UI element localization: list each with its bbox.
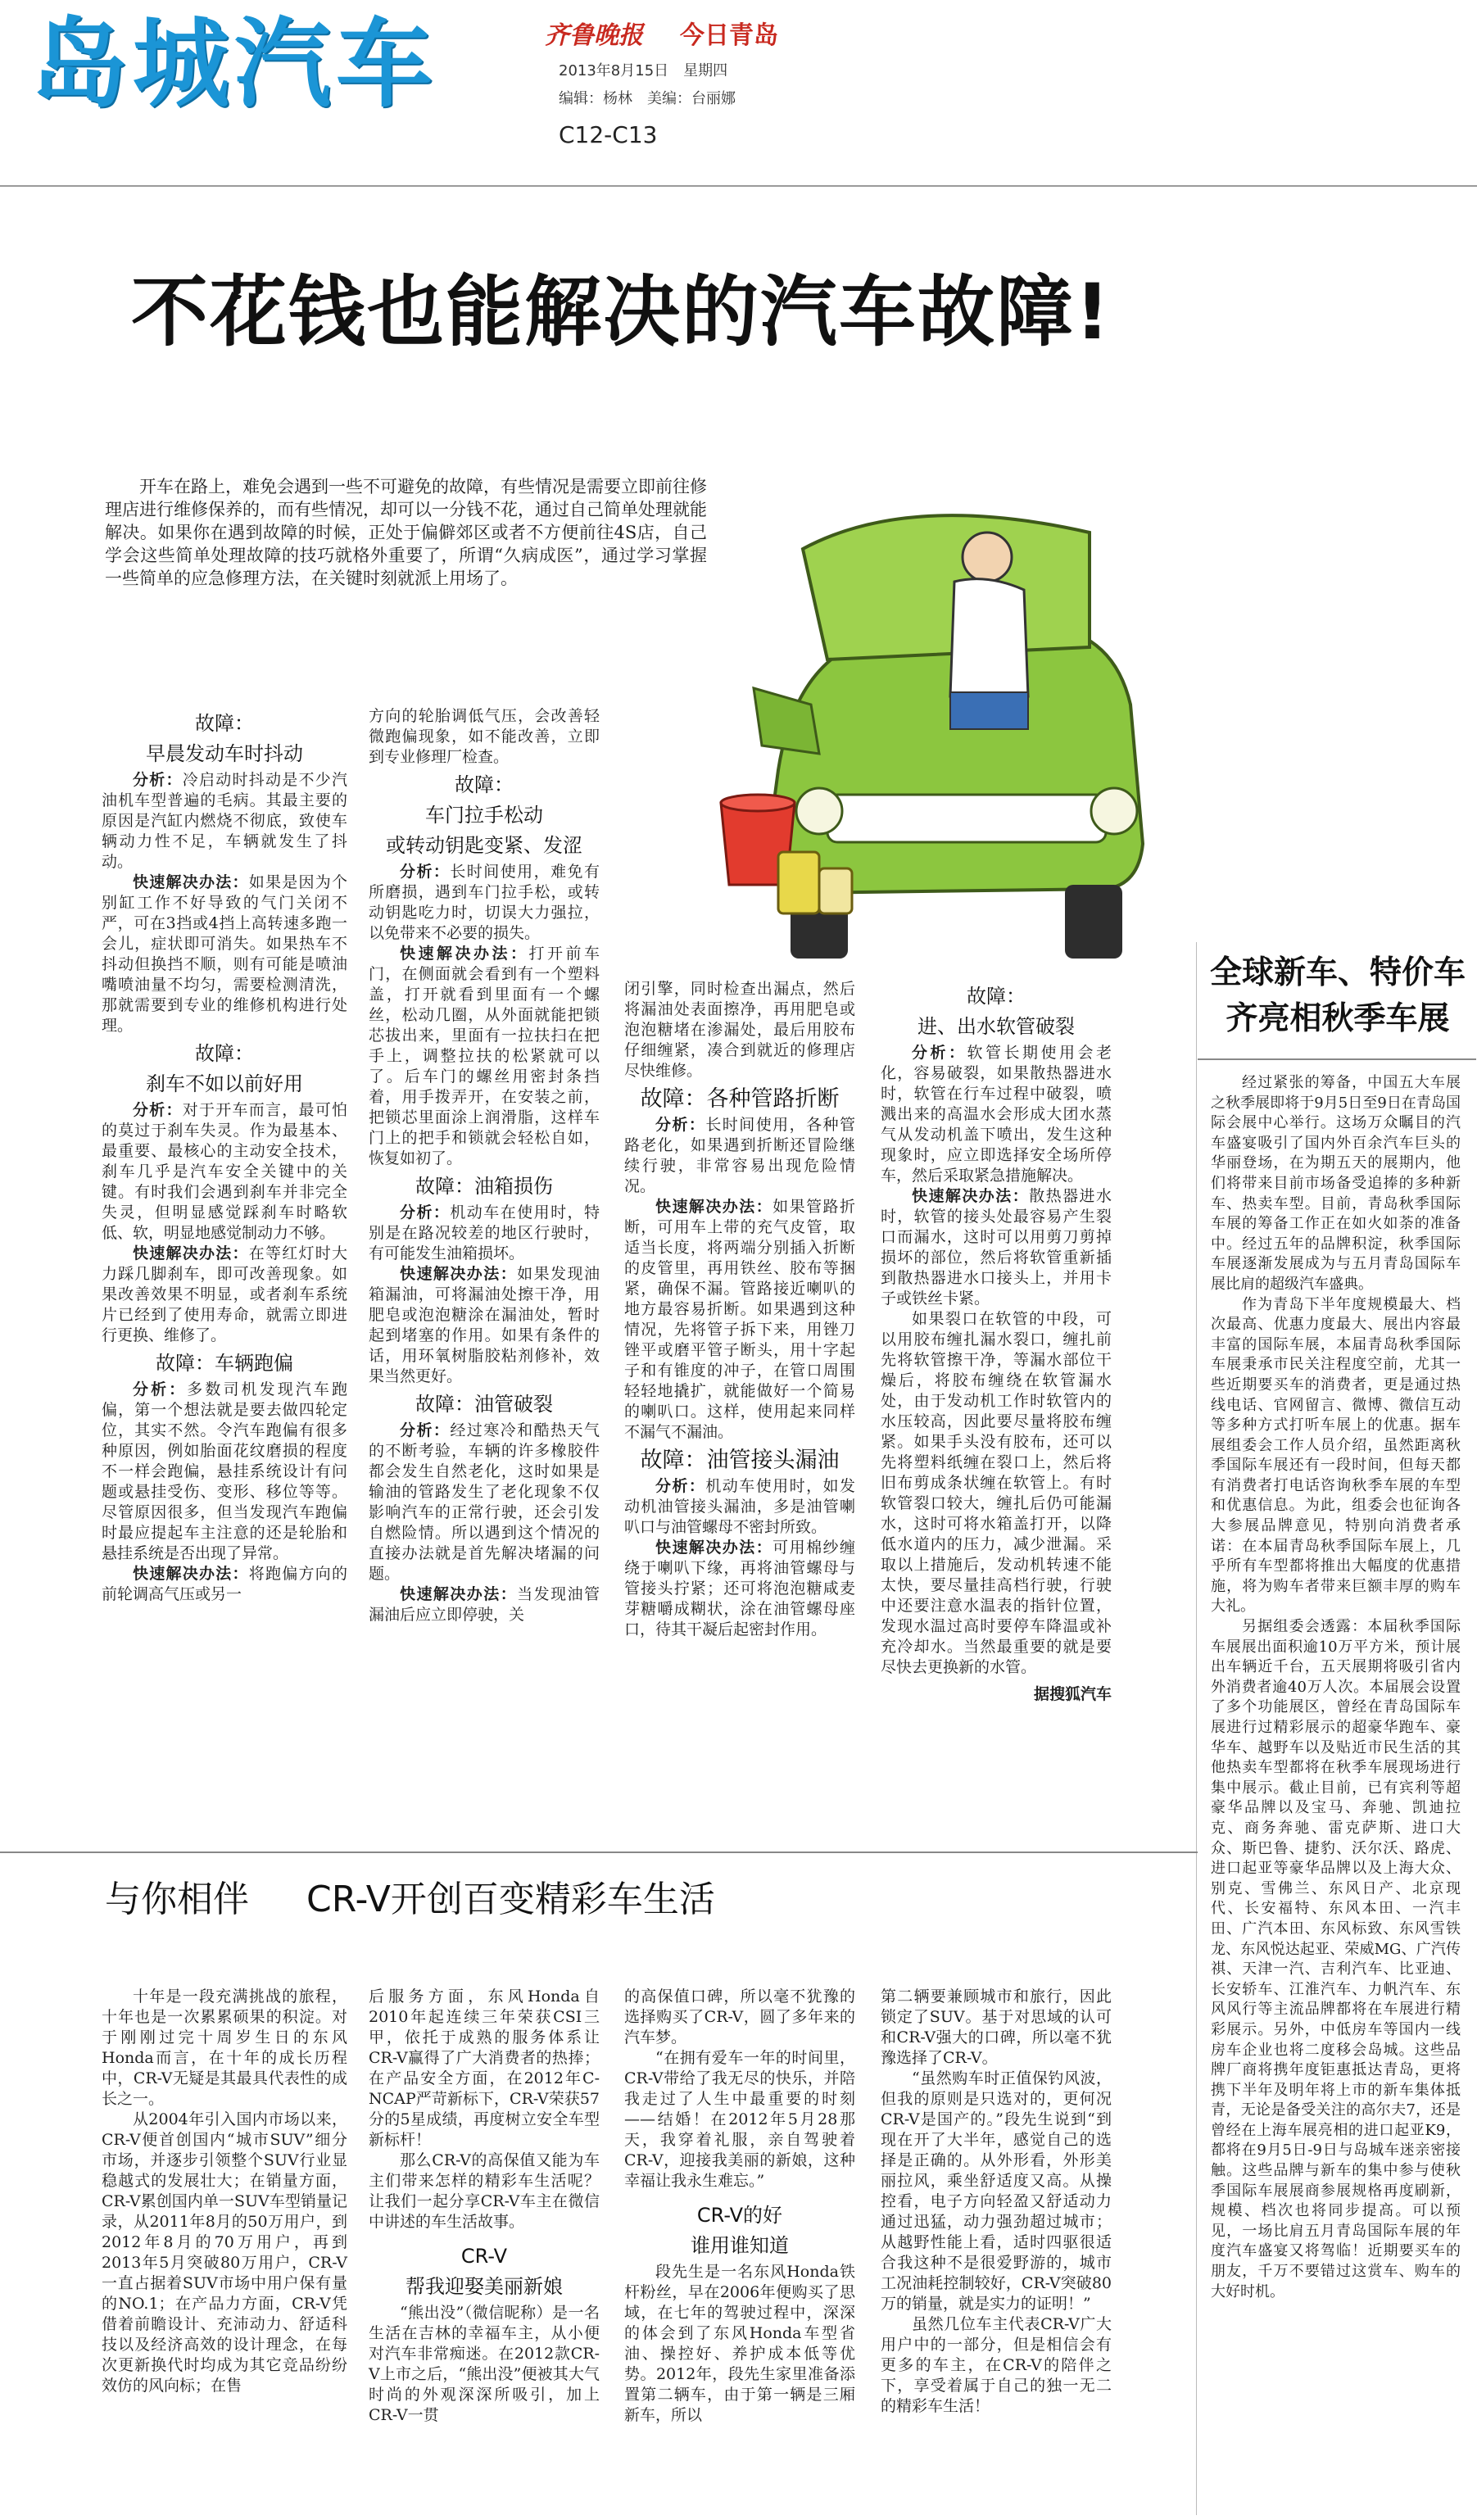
continued-paragraph: 闭引擎，同时检查出漏点，然后将漏油处表面擦净，再用肥皂或泡泡糖堵在渗漏处，最后用胶布仔细缠紧，凑合到就近的修理店尽快维修。 [624, 980, 855, 1080]
crv-paragraph: 后服务方面，东风Honda自2010年起连续三年荣获CSI三甲，依托于成熟的服务体系让CR-V赢得了广大消费者的热捧；在产品安全方面，在2012年C-NCAP严苛新标下，CR-V荣获57分的5星成绩，再度树立安全车型新标杆！ [369, 1987, 600, 2149]
analysis-paragraph: 分析：机动车使用时，如发动机油管接头漏油，多是油管喇叭口与油管螺母不密封所致。 [624, 1477, 855, 1536]
section-name: 今日青岛 [680, 21, 778, 50]
crv-paragraph: “熊出没”（微信昵称）是一名生活在吉林的幸福车主，从小便对汽车非常痴迷。在2012款CR-V上市之后，“熊出没”便被其大气时尚的外观深深所吸引，加上CR-V一贯 [369, 2304, 600, 2424]
solution-paragraph: 快速解决办法：当发现油管漏油后应立即停驶，关 [369, 1585, 600, 1624]
analysis-paragraph: 分析：长时间使用，难免有所磨损，遇到车门拉手松，或转动钥匙吃力时，切误大力强拉，以免带来不必要的损失。 [369, 863, 600, 942]
crv-column-4 [881, 1987, 1112, 2417]
fault-heading-pipe-joint: 故障：油管接头漏油 [640, 1448, 840, 1473]
article-column-1 [102, 706, 347, 1605]
crv-paragraph: 的高保值口碑，所以毫不犹豫的选择购买了CR-V，圆了多年来的汽车梦。 [624, 1987, 855, 2046]
crv-paragraph: 从2004年引入国内市场以来，CR-V便首创国内“城市SUV”细分市场，并逐步引领整个SUV行业显稳越式的发展壮大；在销量方面，CR-V累创国内单一SUV车型销量记录，从2011年8月的50万用户，到2012年8月的70万用户，再到2013年5月突破80万用户，CR-V一直占据着SUV市场中用户保有量的NO.1；在产品力方面，CR-V凭借着前瞻设计、充沛动力、舒适科技以及经济高效的设计理念，在每次更新换代时均成为其它竞品纷纷效仿的风向标；在售 [102, 2110, 347, 2395]
analysis-paragraph: 分析：机动车在使用时，特别是在路况较差的地区行驶时，有可能发生油箱损坏。 [369, 1203, 600, 1262]
lead-paragraph: 开车在路上，难免会遇到一些不可避免的故障，有些情况是需要立即前往修理店进行维修保养的，而有些情况，却可以一分钱不花，通过自己简单处理就能解决。如果你在遇到故障的时候，正处于偏僻郊区或者不方便前往4S店，自己学会这些简单处理故障的技巧就格外重要了，所谓“久病成医”，通过学习掌握一些简单的应急修理方法，在关键时刻就派上用场了。 [105, 477, 707, 588]
fault-heading-fuel-tank: 故障：油箱损伤 [415, 1175, 553, 1198]
solution-paragraph: 快速解决办法：打开前车门，在侧面就会看到有一个塑料盖，打开就看到里面有一个螺丝，松动几圈，从外面就能把锁芯拔出来，里面有一拉扶扫在把手上，调整拉扶的松紧就可以了。后车门的螺丝用密封条挡着，用手拨弄开，在安装之前，把锁芯里面涂上润滑脂，这样车门上的把手和锁就会轻松自如，恢复如初了。 [369, 945, 600, 1167]
editors-credit: 编辑：杨林 美编：台丽娜 [559, 90, 736, 107]
crv-subheading-1-line1: CR-V [460, 2245, 508, 2268]
continued-paragraph: 方向的轮胎调低气压，会改善轻微跑偏现象，如不能改善，立即到专业修理厂检查。 [369, 707, 600, 766]
fault-heading-door-handle: 车门拉手松动 [425, 804, 543, 827]
body-paragraph: 如果裂口在软管的中段，可以用胶布缠扎漏水裂口，缠扎前先将软管擦干净，等漏水部位干燥后，将胶布缠绕在软管漏水处，由于发动机工作时软管内的水压较高，因此要尽量将胶布缠紧。如果手头没有胶布，还可以先将塑料纸缠在裂口上，然后将旧布剪成条状缠在软管上。有时软管裂口较大，缠扎后仍可能漏水，这时可将水箱盖打开，以降低水道内的压力，减少泄漏。采取以上措施后，发动机转速不能太快，要尽量挂高档行驶，行驶中还要注意水温表的指针位置，发现水温过高时要停车降温或补充冷却水。当然最重要的就是要尽快去更换新的水管。 [881, 1310, 1112, 1676]
crv-subheading-2-line2: 谁用谁知道 [691, 2234, 789, 2257]
fault-heading-label: 故障： [195, 1042, 254, 1065]
solution-paragraph: 快速解决办法：将跑偏方向的前轮调高气压或另一 [102, 1565, 347, 1603]
crv-paragraph: “虽然购车时正值保钓风波，但我的原则是只选对的，更何况CR-V是国产的。”段先生说到“到现在开了大半年，感觉自己的选择是正确的。从外形看，外形美丽拉风，乘坐舒适度又高。从操控看，电子方向轻盈又舒适动力通过迅猛，动力强劲超过城市；从越野性能上看，适时四驱很适合我这种不是很爱野游的，城市工况油耗控制较好，CR-V突破80万的销量，就是实力的证明！” [881, 2069, 1112, 2313]
fault-heading-oil-pipe: 故障：油管破裂 [415, 1393, 553, 1416]
page-range: C12-C13 [559, 121, 658, 148]
analysis-paragraph: 分析：多数司机发现汽车跑偏，第一个想法就是要去做四轮定位，其实不然。令汽车跑偏有很多种原因，例如胎面花纹磨损的程度不一样会跑偏，悬挂系统设计有问题或悬挂受伤、变形、移位等等。尽管原因很多，但当发现汽车跑偏时最应提起车主注意的还是轮胎和悬挂系统是否出现了异常。 [102, 1380, 347, 1562]
analysis-paragraph: 分析：软管长期使用会老化，容易破裂，如果散热器进水时，软管在行车过程中破裂，喷溅出来的高温水会形成大团水蒸气从发动机盖下喷出，发生这种现象时，应立即选择安全场所停车，然后采取紧急措施解决。 [881, 1044, 1112, 1185]
fault-heading-label: 故障： [195, 712, 254, 735]
sidebar-divider [1196, 942, 1197, 2515]
solution-paragraph: 快速解决办法：在等红灯时大力踩几脚刹车，即可改善现象。如果改善效果不明显，或者刹车系统片已经到了使用寿命，就需立即进行更换、维修了。 [102, 1244, 347, 1344]
masthead-divider [0, 185, 1477, 187]
analysis-paragraph: 分析：经过寒冷和酷热天气的不断考验，车辆的许多橡胶件都会发生自然老化，这时如果是输油的管路发生了老化现象不仅影响汽车的正常行驶，还会引发自燃险情。所以遇到这个情况的直接办法就是首先解决堵漏的问题。 [369, 1421, 600, 1583]
solution-paragraph: 快速解决办法：如果管路折断，可用车上带的充气皮管，取适当长度，将两端分别插入折断的皮管里，再用铁丝、胶布等捆紧，确保不漏。管路接近喇叭的地方最容易折断。如果遇到这种情况，先将管子拆下来，用锉刀锉平或磨平管子断头，用十字起子和有锥度的冲子，在管口周围轻轻地撬扩，就能做好一个简易的喇叭口。这样，使用起来同样不漏气不漏油。 [624, 1198, 855, 1441]
crv-paragraph: 第二辆要兼顾城市和旅行，因此锁定了SUV。基于对思域的认可和CR-V强大的口碑，所以毫不犹豫选择了CR-V。 [881, 1987, 1112, 2067]
sidebar-paragraph: 经过紧张的筹备，中国五大车展之秋季展即将于9月5日至9日在青岛国际会展中心举行。这场万众瞩目的汽车盛宴吸引了国内外百余汽车巨头的华丽登场，在为期五天的展期内，他们将带来目前市场备受追捧的多种新车、热卖车型。目前，青岛秋季国际车展的筹备工作正在如火如荼的准备中。经过五年的品牌积淀，秋季国际车展逐渐发展成为与五月青岛国际车展比肩的超级汽车盛典。 [1211, 1074, 1461, 1293]
crv-section-divider [0, 1851, 1198, 1853]
fault-heading-pipes: 故障：各种管路折断 [640, 1086, 840, 1112]
issue-date: 2013年8月15日 星期四 [559, 62, 728, 79]
sidebar-article [1211, 1073, 1461, 2302]
crv-subheading-1-line2: 帮我迎娶美丽新娘 [405, 2275, 563, 2298]
crv-column-3 [624, 1987, 855, 2426]
crv-paragraph: “在拥有爱车一年的时间里，CR-V带给了我无尽的快乐，并陪我走过了人生中最重要的时刻——结婚！在2012年5月28那天，我穿着礼服，亲自驾驶着CR-V，迎接我美丽的新娘，这种幸福让我永生难忘。” [624, 2049, 855, 2190]
paper-name: 齐鲁晚报 [545, 21, 643, 50]
analysis-paragraph: 分析：冷启动时抖动是不少汽油机车型普遍的毛病。其最主要的原因是汽缸内燃烧不彻底，致使车辆动力性不足，车辆就发生了抖动。 [102, 771, 347, 871]
sidebar-headline: 全球新车、特价车 齐亮相秋季车展 [1209, 954, 1466, 1037]
solution-paragraph: 快速解决办法：如果是因为个别缸工作不好导致的气门关闭不严，可在3挡或4挡上高转速多跑一会儿，症状即可消失。如果热车不抖动但换挡不顺，则有可能是喷油嘴喷油量不均匀，需要检测清洗，那就需要到专业的维修机构进行处理。 [102, 873, 347, 1035]
fault-heading-water-hose: 进、出水软管破裂 [917, 1015, 1075, 1038]
solution-paragraph: 快速解决办法：如果发现油箱漏油，可将漏油处擦干净，用肥皂或泡泡糖涂在漏油处，暂时起到堵塞的作用。如果有条件的话，用环氧树脂胶粘剂修补，效果当然更好。 [369, 1265, 600, 1385]
page-headline: 不花钱也能解决的汽车故障! [131, 268, 1112, 357]
fault-heading-door-key: 或转动钥匙变紧、发涩 [386, 834, 582, 857]
crv-subheading-2-line1: CR-V的好 [696, 2204, 783, 2227]
masthead-title: 岛城汽车 [31, 7, 438, 120]
crv-paragraph: 虽然几位车主代表CR-V广大用户中的一部分，但是相信会有更多的车主，在CR-V的陪伴之下，享受着属于自己的独一无二的精彩车生活！ [881, 2315, 1112, 2415]
crv-paragraph: 十年是一段充满挑战的旅程，十年也是一次累累硕果的积淀。对于刚刚过完十周岁生日的东风Honda而言，在十年的成长历程中，CR-V无疑是其最具代表性的成长之一。 [102, 1987, 347, 2108]
fault-heading-pull: 故障：车辆跑偏 [156, 1352, 293, 1375]
fault-heading-brake: 刹车不如以前好用 [146, 1072, 303, 1095]
sidebar-headline-rule [1198, 1058, 1476, 1060]
analysis-paragraph: 分析：对于开车而言，最可怕的莫过于刹车失灵。作为最基本、最重要、最核心的主动安全技术，刹车几乎是汽车安全关键中的关键。有时我们会遇到刹车并非完全失灵，但明显感觉踩刹车时略软低、软，明显地感觉制动力不够。 [102, 1101, 347, 1242]
fault-heading-label: 故障： [455, 773, 514, 796]
article-column-3 [624, 979, 855, 1640]
article-source: 据搜狐汽车 [1033, 1685, 1112, 1703]
crv-paragraph: 那么CR-V的高保值又能为车主们带来怎样的精彩车生活呢？让我们一起分享CR-V车主在微信中讲述的车生活故事。 [369, 2151, 600, 2231]
crv-column-2 [369, 1987, 600, 2426]
crv-column-1 [102, 1987, 347, 2396]
crv-section-title: 与你相伴 CR-V开创百变精彩车生活 [105, 1879, 715, 1920]
solution-label: 快速解决办法： [133, 873, 249, 891]
fault-heading-label: 故障： [967, 985, 1026, 1008]
car-repair-illustration [705, 459, 1147, 983]
article-column-2 [369, 706, 600, 1625]
sidebar-paragraph: 作为青岛下半年度规模最大、档次最高、优惠力度最大、展出内容最丰富的国际车展，本届青岛秋季国际车展秉承市民关注程度空前，尤其一些近期要买车的消费者，更是通过热线电话、官网留言、微博、微信互动等多种方式打听车展上的优惠。据车展组委会工作人员介绍，虽然距离秋季国际车展还有一段时间，但每天都有消费者打电话咨询秋季车展的车型和优惠信息。为此，组委会也征询各大参展品牌意见，特别向消费者承诺：在本届青岛秋季国际车展上，几乎所有车型都将推出大幅度的优惠措施，将为购车者带来巨额丰厚的购车大礼。 [1211, 1295, 1461, 1616]
sidebar-paragraph: 另据组委会透露：本届秋季国际车展展出面积逾10万平方米，预计展出车辆近千台，五天展期将吸引省内外消费者逾40万人次。本届展会设置了多个功能展区，曾经在青岛国际车展进行过精彩展示的超豪华跑车、豪华车、越野车以及贴近市民生活的其他热卖车型都将在秋季车展现场进行集中展示。截止目前，已有宾利等超豪华品牌以及宝马、奔驰、凯迪拉克、商务奔驰、雷克萨斯、进口大众、斯巴鲁、捷豹、沃尔沃、路虎、进口起亚等豪华品牌以及上海大众、别克、雪佛兰、东风日产、北京现代、长安福特、东风本田、一汽丰田、广汽本田、东风标致、东风雪铁龙、东风悦达起亚、荣威MG、广汽传祺、天津一汽、吉利汽车、比亚迪、长安轿车、江淮汽车、力帆汽车、东风风行等主流品牌都将在车展进行精彩展示。另外，中低房车等国内一线房车企业也将二度移会岛城。这些品牌厂商将携年度钜惠抵达青岛，更将携下半年及明年将上市的新车集体抵青，无论是备受关注的高尔夫7，还是曾经在上海车展亮相的进口起亚K9，都将在9月5日-9日与岛城车迷亲密接触。这些品牌与新车的集中参与使秋季国际车展展商参展规格再度刷新，规模、档次也将同步提高。可以预见，一场比肩五月青岛国际车展的年度汽车盛宴又将驾临！近期要买车的朋友，千万不要错过这赏车、购车的大好时机。 [1211, 1618, 1461, 2300]
solution-paragraph: 快速解决办法：散热器进水时，软管的接头处最容易产生裂口而漏水，这时可以用剪刀剪掉损坏的部位，然后将软管重新插到散热器进水口接头上，并用卡子或铁丝卡紧。 [881, 1187, 1112, 1308]
article-column-4 [881, 979, 1112, 1705]
solution-paragraph: 快速解决办法：可用棉纱缠绕于喇叭下缘，再将油管螺母与管接头拧紧；还可将泡泡糖咸麦芽糖嚼成糊状，涂在油管螺母座口，待其干凝后起密封作用。 [624, 1539, 855, 1638]
fault-heading-engine-shake: 早晨发动车时抖动 [146, 742, 303, 765]
analysis-paragraph: 分析：长时间使用，各种管路老化，如果遇到折断还冒险继续行驶，非常容易出现危险情况。 [624, 1116, 855, 1195]
analysis-label: 分析： [133, 771, 183, 789]
crv-paragraph: 段先生是一名东风Honda铁杆粉丝，早在2006年便购买了思域，在七年的驾驶过程中，深深的体会到了东风Honda车型省油、操控好、养护成本低等优势。2012年，段先生家里准备添置第二辆车，由于第一辆是三厢新车，所以 [624, 2263, 855, 2424]
